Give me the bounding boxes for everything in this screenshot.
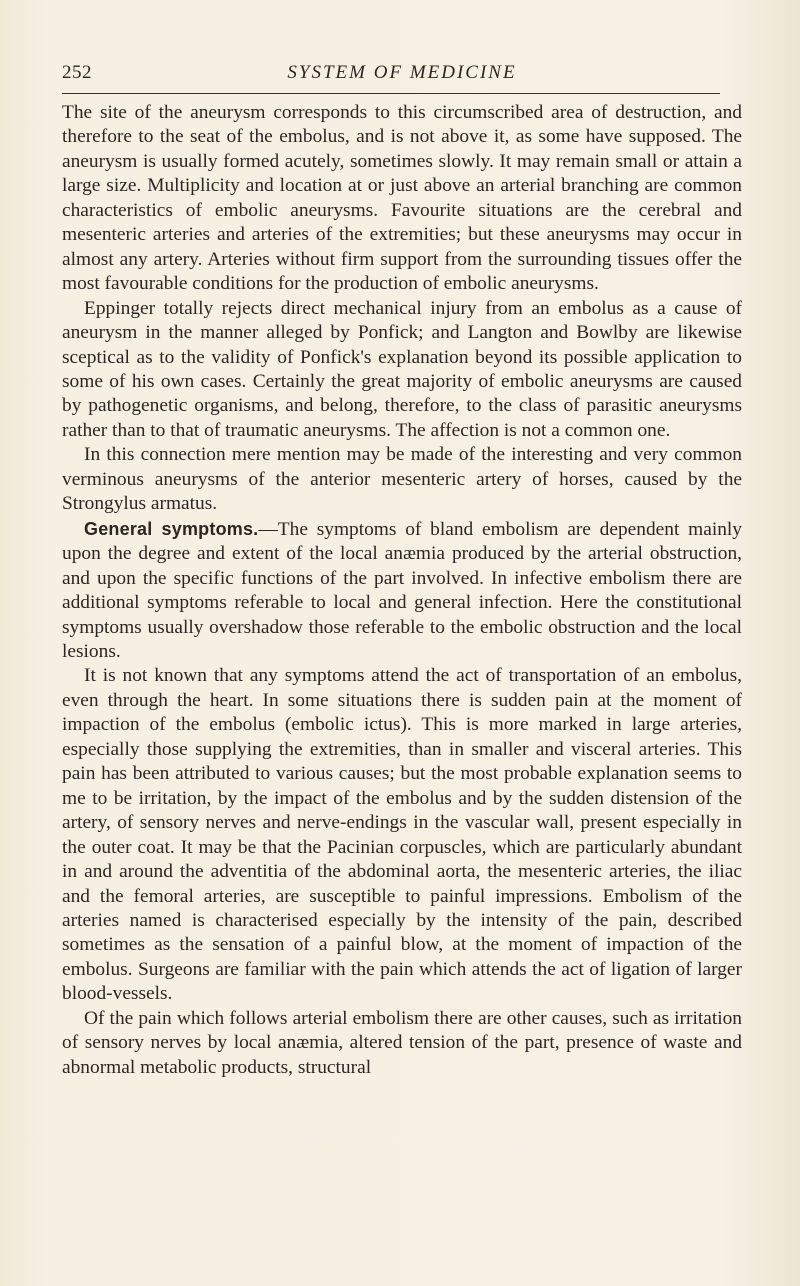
section-heading: General symptoms. xyxy=(84,518,259,539)
paragraph-text: Of the pain which follows arterial embolism there are other causes, such as irritation of sensory nerves by local anæmia, altered tension of the part, presence of waste and abnormal metabolic products, structural xyxy=(62,1007,742,1078)
paragraph-text: —The symptoms of bland embolism are dependent mainly upon the degree and extent of the local anæmia produced by the arterial obstruction, and upon the specific functions of the part involved. In infective embolism there are additional symptoms referable to local and general infection. Here the constitutional symptoms usually overshadow those referable to the embolic obstruction and the local lesions. xyxy=(62,518,742,662)
page-header xyxy=(62,62,742,88)
paragraph-text: It is not known that any symptoms attend the act of transportation of an embolus, even through the heart. In some situations there is sudden pain at the moment of impaction of the embolus (embolic ictus). This is more marked in large arteries, especially those supplying the extremities, than in smaller and visceral arteries. This pain has been attributed to various causes; but the most probable explanation seems to me to be irritation, by the impact of the embolus and by the sudden distension of the artery, of sensory nerves and nerve-endings in the vascular wall, present especially in the outer coat. It may be that the Pacinian corpuscles, which are particularly abundant in and around the adventitia of the abdominal aorta, the mesenteric arteries, the iliac and the femoral arteries, are susceptible to painful impressions. Embolism of the arteries named is characterised especially by the intensity of the pain, described sometimes as the sensation of a painful blow, at the moment of impaction of the embolus. Surgeons are familiar with the pain which attends the act of ligation of larger blood-vessels. xyxy=(62,665,742,1005)
page-number: 252 xyxy=(62,62,92,83)
body-text xyxy=(62,101,742,1080)
paragraph-1 xyxy=(62,101,742,297)
paragraph-6 xyxy=(62,1007,742,1080)
paragraph-text: Eppinger totally rejects direct mechanical injury from an embolus as a cause of aneurysm in the manner alleged by Ponfick; and Langton and Bowlby are likewise sceptical as to the validity of Ponfick's explanation beyond its possible application to some of his own cases. Certainly the great majority of embolic aneurysms are caused by pathogenetic organisms, and belong, therefore, to the class of parasitic aneurysms rather than to that of traumatic aneurysms. The affection is not a common one. xyxy=(62,297,742,441)
paragraph-3 xyxy=(62,443,742,516)
paragraph-5 xyxy=(62,664,742,1006)
paragraph-2 xyxy=(62,297,742,444)
paragraph-text: In this connection mere mention may be made of the interesting and very common verminous aneurysms of the anterior mesenteric artery of horses, caused by the Strongylus armatus. xyxy=(62,444,742,515)
paragraph-4 xyxy=(62,517,742,665)
header-rule xyxy=(62,93,720,94)
running-title: SYSTEM OF MEDICINE xyxy=(287,62,517,83)
paragraph-text: The site of the aneurysm corresponds to this circumscribed area of destruction, and therefore to the seat of the embolus, and is not above it, as some have supposed. The aneurysm is usually formed acutely, sometimes slowly. It may remain small or attain a large size. Multiplicity and location at or just above an arterial branching are common characteristics of embolic aneurysms. Favourite situations are the cerebral and mesenteric arteries and arteries of the extremities; but these aneurysms may occur in almost any artery. Arteries without firm support from the surrounding tissues offer the most favourable conditions for the production of embolic aneurysms. xyxy=(62,102,742,295)
